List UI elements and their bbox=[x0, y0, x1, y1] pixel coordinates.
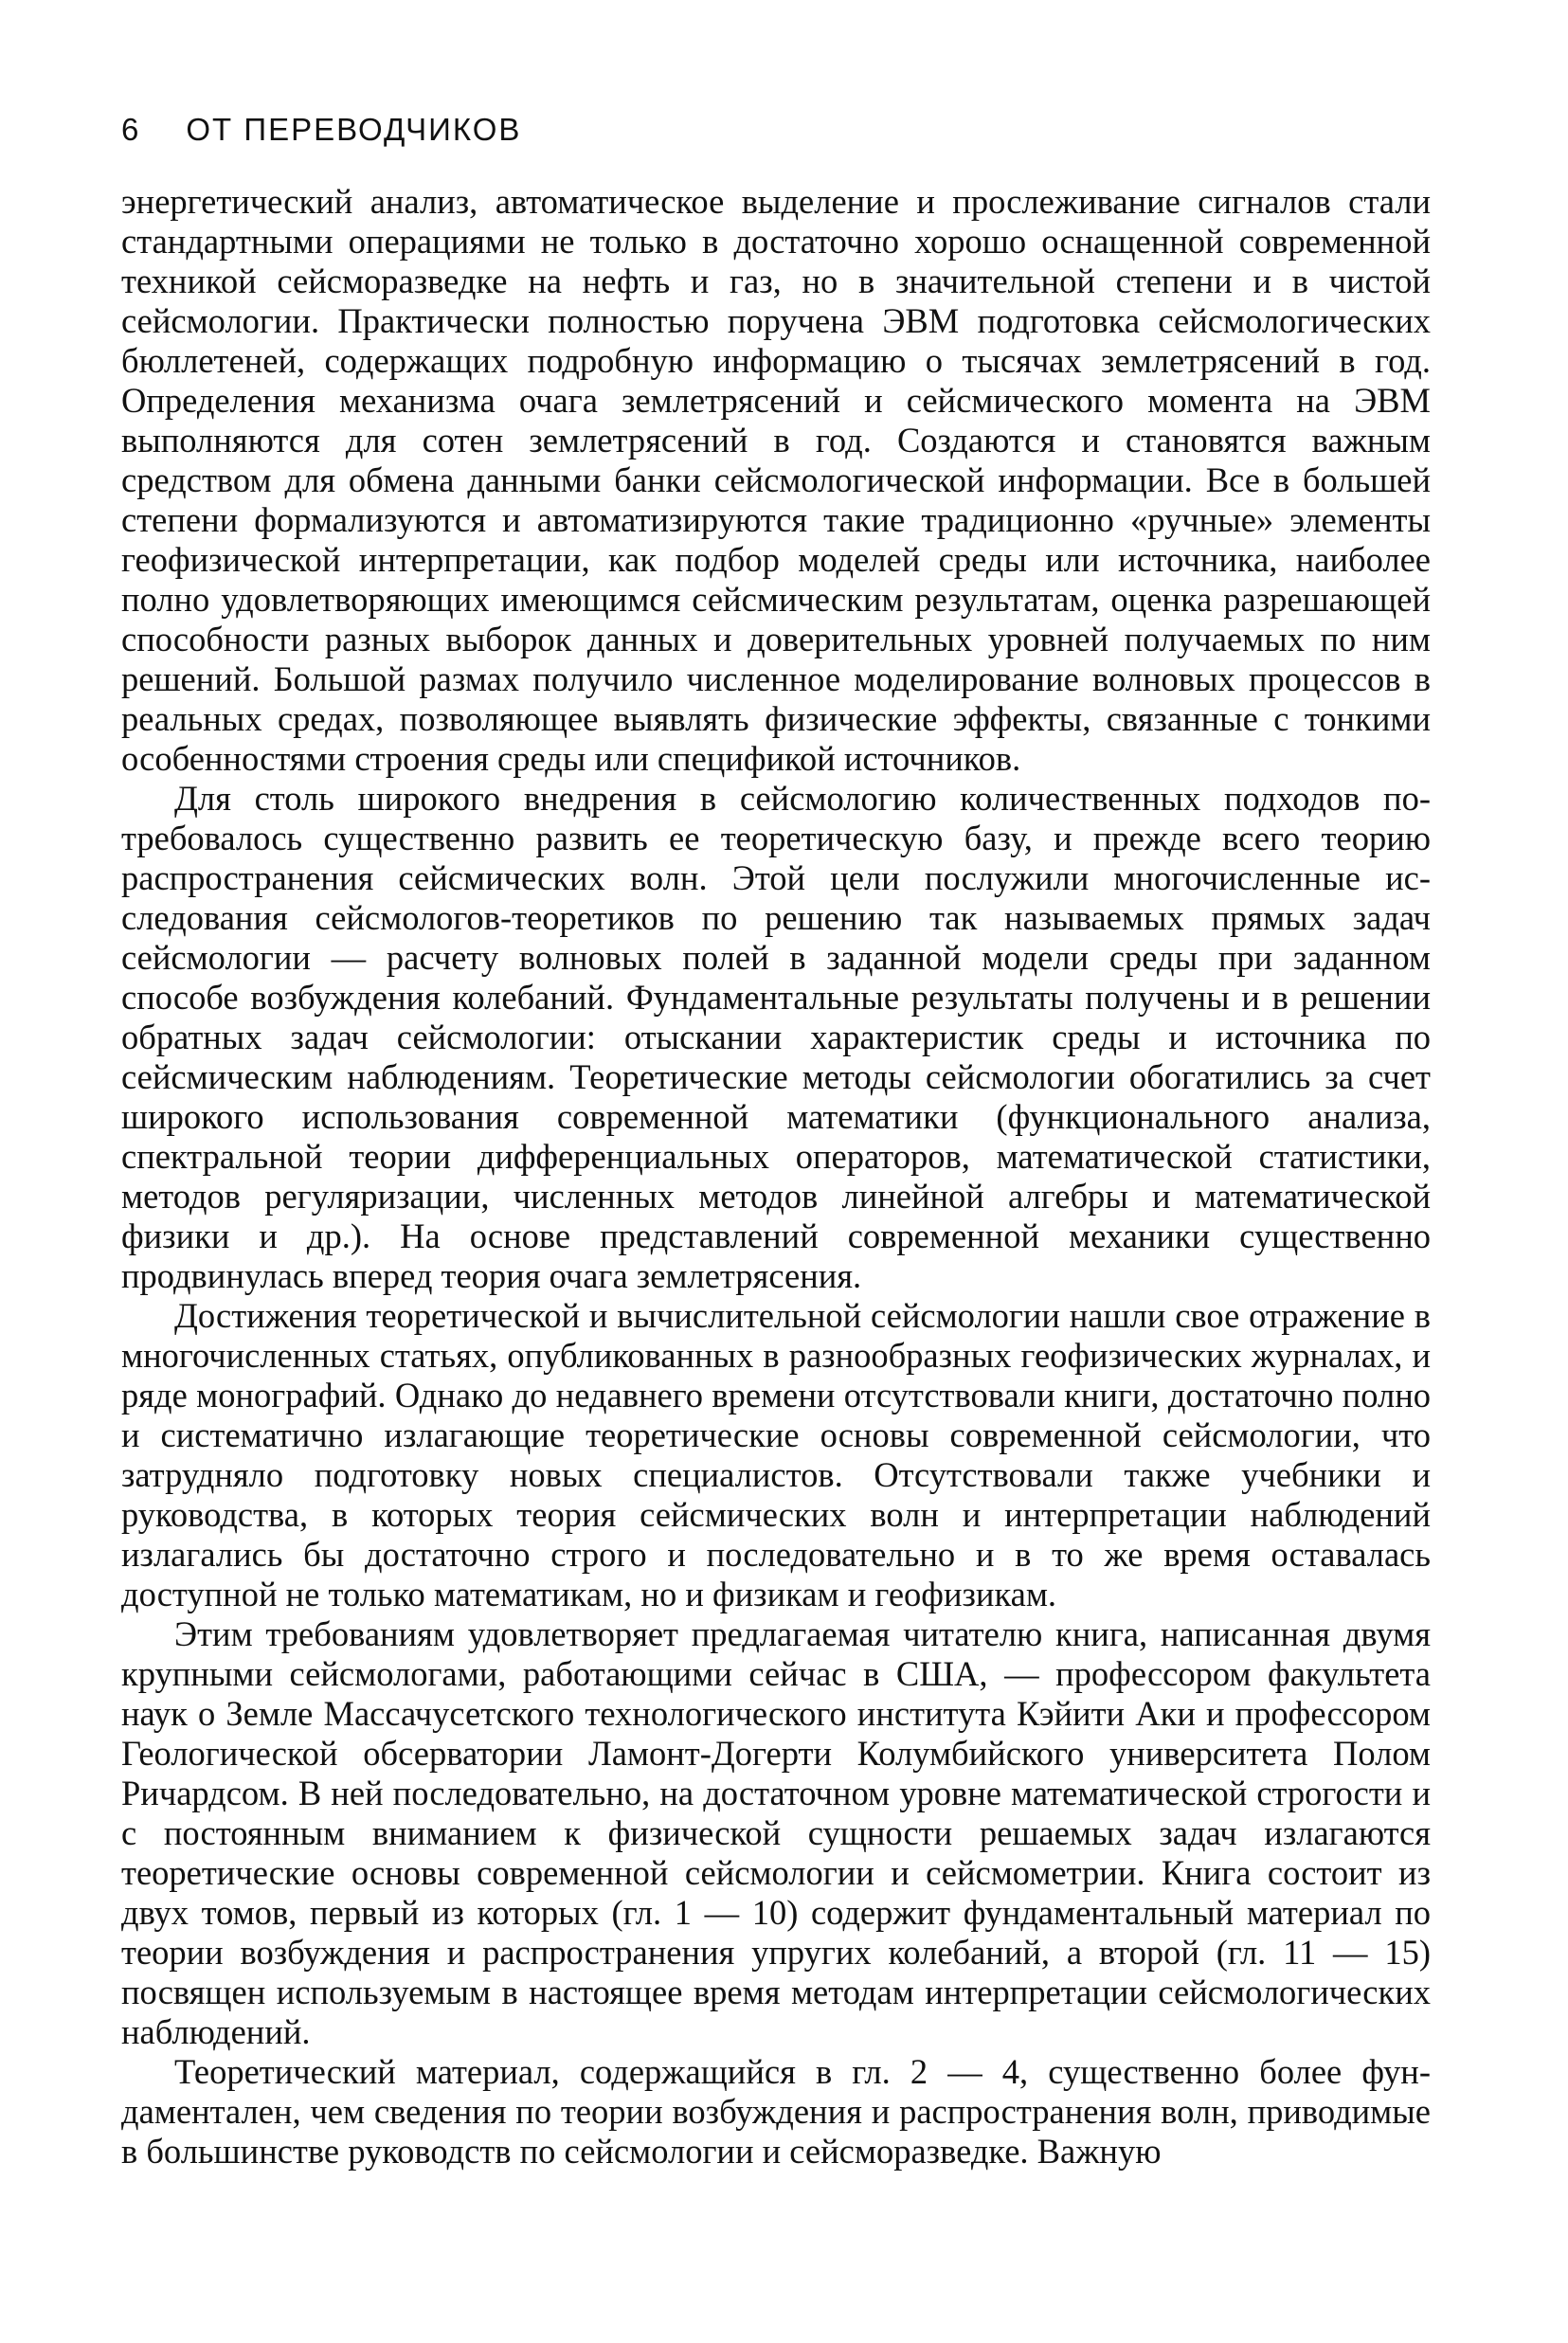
paragraph-continued: энергетический анализ, автоматическое выделение и прослеживание сигналов стали стандартными операциями не только в достаточно хорошо оснащенной современной техникой сейсморазведке на нефть и газ, но в значительной степени и в чистой сейсмологии. Практически полностью поручена ЭВМ подготовка сейсмологических бюллетеней, содержащих подробную информацию о тысячах землетрясений в год. Определения механизма очага землетрясений и сейсмического момента на ЭВМ выполняются для сотен землетрясений в год. Создаются и становятся важным средством для обмена данными банки сейсмологической информации. Все в большей степени формализуются и автоматизируются такие традиционно «ручные» элементы геофизической интерпретации, как подбор моделей среды или источника, наиболее полно удовлетворяющих имеющимся сейсмическим результатам, оценка разрешающей способности разных выборок данных и доверительных уровней получаемых по ним решений. Большой размах получило численное моделирование волновых процессов в реальных средах, позволяющее выявлять физические эффекты, связанные с тонкими особенностями строения среды или спецификой источников. bbox=[121, 182, 1431, 778]
running-head bbox=[121, 112, 521, 148]
paragraph-achievements: Достижения теоретической и вычислительной сейсмологии нашли свое отражение в многочисленных статьях, опубликованных в разнообразных геофизических журналах, и ряде монографий. Однако до недавнего времени отсутствовали книги, достаточно полно и систематично излагающие теоретические основы современной сейсмологии, что затрудняло подготовку новых специалистов. Отсутствовали также учебники и руководства, в которых теория сейсмических волн и интерпретации наблюдений излагались бы достаточно строго и последовательно и в то же время оставалась доступной не только математикам, но и физикам и геофизикам. bbox=[121, 1296, 1431, 1613]
paragraph-theoretical-material: Теоретический материал, содержащийся в гл. 2 — 4, существенно более фундаментален, чем сведения по теории возбуждения и распространения волн, приводимые в большинстве руководств по сейсмологии и сейсморазведке. Важную bbox=[121, 2052, 1431, 2171]
paragraph-theory-development: Для столь широкого внедрения в сейсмологию количественных подходов потребовалось существенно развить ее теоретическую базу, и прежде всего теорию распространения сейсмических волн. Этой цели послужили многочисленные исследования сейсмологов-теоретиков по решению так называемых прямых задач сейсмологии — расчету волновых полей в заданной модели среды при заданном способе возбуждения колебаний. Фундаментальные результаты получены и в решении обратных задач сейсмологии: отыскании характеристик среды и источника по сейсмическим наблюдениям. Теоретические методы сейсмологии обогатились за счет широкого использования современной математики (функционального анализа, спектральной теории дифференциальных операторов, математической статистики, методов регуляризации, численных методов линейной алгебры и математической физики и др.). На основе представлений современной механики существенно продвинулась вперед теория очага землетрясения. bbox=[121, 779, 1431, 1295]
section-title: ОТ ПЕРЕВОДЧИКОВ bbox=[186, 112, 522, 147]
page-number: 6 bbox=[121, 112, 141, 147]
body-text bbox=[121, 182, 1431, 2172]
paragraph-book-description: Этим требованиям удовлетворяет предлагаемая читателю книга, написанная двумя крупными сейсмологами, работающими сейчас в США, — профессором факультета наук о Земле Массачусетского технологического института Кэйити Аки и профессором Геологической обсерватории Ламонт-Догерти Колумбийского университета Полом Ричардсом. В ней последовательно, на достаточном уровне математической строгости и с постоянным вниманием к физической сущности решаемых задач излагаются теоретические основы современной сейсмологии и сейсмометрии. Книга состоит из двух томов, первый из которых (гл. 1 — 10) содержит фундаментальный материал по теории возбуждения и распространения упругих колебаний, а второй (гл. 11 — 15) посвящен используемым в настоящее время методам интерпретации сейсмологических наблюдений. bbox=[121, 1614, 1431, 2051]
